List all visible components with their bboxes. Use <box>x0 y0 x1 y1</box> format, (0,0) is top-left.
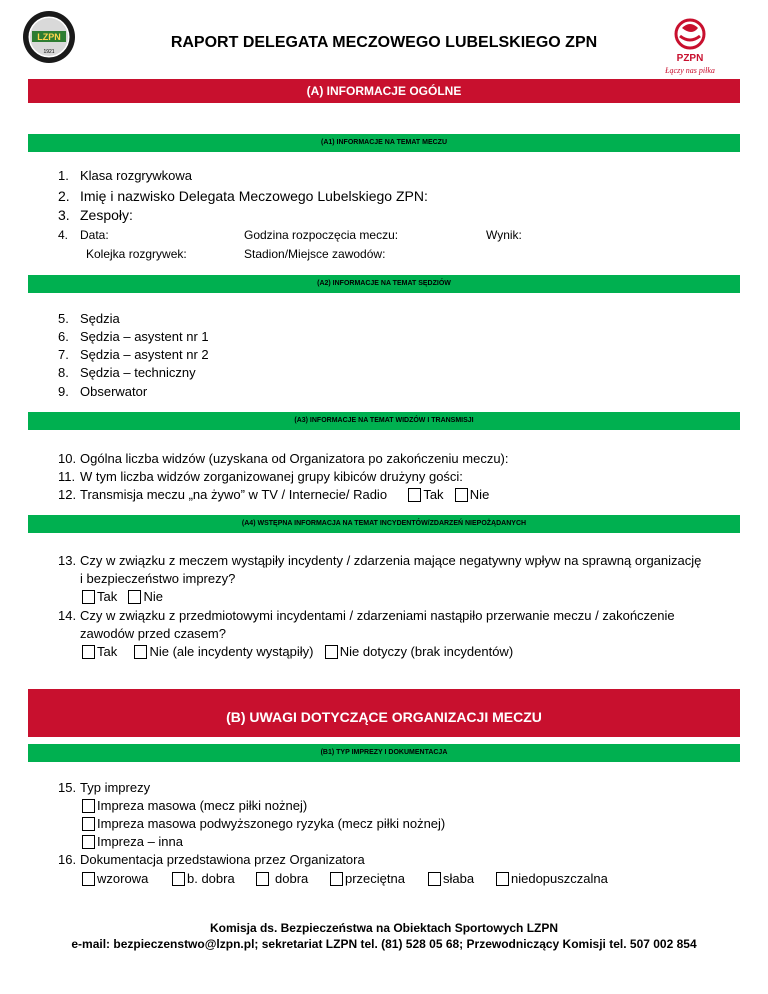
item-11: 11. W tym liczba widzów zorganizowanej grupy kibiców drużyny gości: <box>58 469 463 484</box>
doc-rating-excellent: wzorowa <box>82 871 148 886</box>
item-4-date: 4. Data: <box>58 228 109 242</box>
item-16: 16. Dokumentacja przedstawiona przez Organizatora <box>58 852 365 867</box>
item-12: 12. Transmisja meczu „na żywo” w TV / Internecie/ Radio Tak Nie <box>58 487 490 502</box>
item-14-line2: zawodów przed czasem? <box>80 626 226 641</box>
event-type-option-1: Impreza masowa (mecz piłki nożnej) <box>82 798 307 813</box>
interrupted-yes-label: Tak <box>97 644 118 659</box>
item-10: 10. Ogólna liczba widzów (uzyskana od Organizatora po zakończeniu meczu): <box>58 451 509 466</box>
item-13-options <box>82 589 163 604</box>
transmission-yes-label: Tak <box>423 487 444 502</box>
checkbox-interrupted-na[interactable] <box>325 645 338 659</box>
interrupted-na-label: Nie dotyczy (brak incydentów) <box>339 644 514 659</box>
checkbox-incidents-no[interactable] <box>128 590 141 604</box>
footer-contact: e-mail: bezpieczenstwo@lzpn.pl; sekretariat LZPN tel. (81) 528 05 68; Przewodniczący Komisji tel. 507 002 854 <box>71 937 697 951</box>
item-1: 1. Klasa rozgrywkowa <box>58 168 192 183</box>
checkbox-doc-unacceptable[interactable] <box>496 872 509 886</box>
checkbox-interrupted-yes[interactable] <box>82 645 95 659</box>
checkbox-interrupted-no[interactable] <box>134 645 147 659</box>
checkbox-doc-good[interactable] <box>256 872 269 886</box>
item-2: 2. Imię i nazwisko Delegata Meczowego Lubelskiego ZPN: <box>58 188 428 204</box>
item-4-result: Wynik: <box>486 228 522 242</box>
doc-rating-unacceptable: niedopuszczalna <box>496 871 608 886</box>
pzpn-logo <box>652 14 728 78</box>
checkbox-doc-very-good[interactable] <box>172 872 185 886</box>
pzpn-logo-slogan: Łączy nas piłka <box>665 66 715 75</box>
checkbox-event-mass[interactable] <box>82 799 95 813</box>
checkbox-incidents-yes[interactable] <box>82 590 95 604</box>
item-13-line2: i bezpieczeństwo imprezy? <box>80 571 236 586</box>
checkbox-event-high-risk[interactable] <box>82 817 95 831</box>
checkbox-transmission-yes[interactable] <box>408 488 421 502</box>
item-13: 13. Czy w związku z meczem wystąpiły incydenty / zdarzenia mające negatywny wpływ na sprawną organizację <box>58 553 702 568</box>
item-5: 5. Sędzia <box>58 311 120 326</box>
b1-header: (B1) TYP IMPREZY I DOKUMENTACJA <box>28 744 740 762</box>
item-4-stadium: Stadion/Miejsce zawodów: <box>244 247 386 261</box>
item-4-round: Kolejka rozgrywek: <box>86 247 187 261</box>
item-15: 15. Typ imprezy <box>58 780 151 795</box>
interrupted-no-label: Nie (ale incydenty wystąpiły) <box>149 644 314 659</box>
item-8: 8. Sędzia – techniczny <box>58 365 196 380</box>
item-14: 14. Czy w związku z przedmiotowymi incydentami / zdarzeniami nastąpiło przerwanie meczu / zakończenie <box>58 608 675 623</box>
a2-header: (A2) INFORMACJE NA TEMAT SĘDZIÓW <box>28 275 740 293</box>
item-3: 3. Zespoły: <box>58 207 133 223</box>
footer-committee: Komisja ds. Bezpieczeństwa na Obiektach Sportowych LZPN <box>209 921 559 935</box>
item-4-start-time: Godzina rozpoczęcia meczu: <box>244 228 399 242</box>
a4-header: (A4) WSTĘPNA INFORMACJA NA TEMAT INCYDENTÓW/ZDARZEŃ NIEPOŻĄDANYCH <box>28 515 740 533</box>
checkbox-transmission-no[interactable] <box>455 488 468 502</box>
a1-header: (A1) INFORMACJE NA TEMAT MECZU <box>28 134 740 152</box>
checkbox-doc-excellent[interactable] <box>82 872 95 886</box>
item-7: 7. Sędzia – asystent nr 2 <box>58 347 209 362</box>
page-title: RAPORT DELEGATA MECZOWEGO LUBELSKIEGO ZPN <box>170 34 598 51</box>
checkbox-doc-poor[interactable] <box>428 872 441 886</box>
item-14-options <box>82 644 513 659</box>
event-type-option-3: Impreza – inna <box>82 834 183 849</box>
pzpn-logo-text: PZPN <box>676 53 704 64</box>
incidents-yes-label: Tak <box>97 589 118 604</box>
section-b-header <box>28 689 740 737</box>
item-9: 9. Obserwator <box>58 384 148 399</box>
doc-rating-poor: słaba <box>428 871 474 886</box>
a3-header: (A3) INFORMACJE NA TEMAT WIDZÓW I TRANSMISJI <box>28 412 740 430</box>
doc-rating-very-good: b. dobra <box>172 871 235 886</box>
checkbox-event-other[interactable] <box>82 835 95 849</box>
item-6: 6. Sędzia – asystent nr 1 <box>58 329 209 344</box>
doc-rating-good: dobra <box>256 871 308 886</box>
section-b-title: (B) UWAGI DOTYCZĄCE ORGANIZACJI MECZU <box>226 709 542 725</box>
event-type-option-2: Impreza masowa podwyższonego ryzyka (mecz piłki nożnej) <box>82 816 445 831</box>
checkbox-doc-average[interactable] <box>330 872 343 886</box>
section-a-header: (A) INFORMACJE OGÓLNE <box>28 79 740 103</box>
lzpn-logo-year: 1921 <box>43 49 55 55</box>
incidents-no-label: Nie <box>143 589 163 604</box>
doc-rating-average: przeciętna <box>330 871 405 886</box>
transmission-no-label: Nie <box>469 487 490 502</box>
lzpn-logo-text: LZPN <box>37 32 61 42</box>
